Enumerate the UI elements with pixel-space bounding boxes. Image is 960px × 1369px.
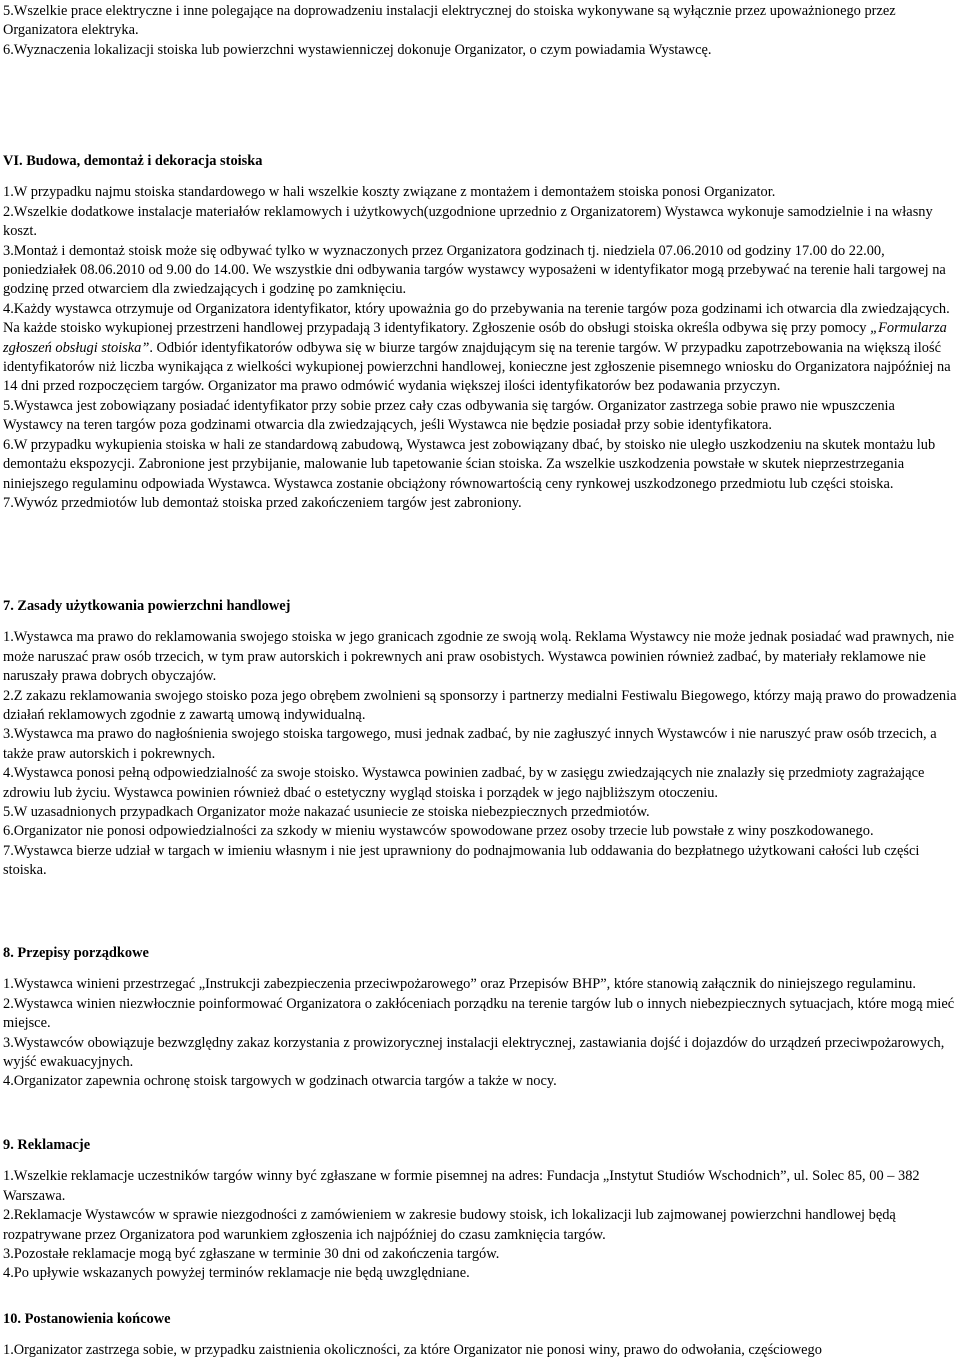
section-heading: VI. Budowa, demontaż i dekoracja stoiska — [3, 153, 263, 169]
section-7 — [3, 597, 957, 881]
section-9 — [3, 1136, 957, 1284]
paragraph: 1.W przypadku najmu stoiska standardowego w hali wszelkie koszty związane z montażem i demontażem stoiska ponosi Organizator. — [3, 184, 776, 201]
paragraph: 5.Wystawca jest zobowiązany posiadać identyfikator przy sobie przez cały czas odbywania się targów. Organizator zastrzega sobie prawo nie wpuszczenia Wystawcy na teren targów poza godzinami otwarcia dla zwiedzających, jeśli Wystawca nie będzie posiadał przy sobie identyfikatora. — [3, 397, 895, 434]
section-heading: 10. Postanowienia końcowe — [3, 1311, 171, 1327]
paragraph: 2.Wszelkie dodatkowe instalacje materiałów reklamowych i użytkowych(uzgodnione uprzednio z Organizatorem) Wystawca wykonuje samodzielnie i na własny koszt. — [3, 203, 933, 240]
paragraph: 2.Z zakazu reklamowania swojego stoisko poza jego obrębem zwolnieni są sponsorzy i partnerzy medialni Festiwalu Biegowego, którzy mają prawo do prowadzenia działań reklamowych zgodnie z zawartą umową indywidualną. — [3, 687, 957, 724]
paragraph: 3.Pozostałe reklamacje mogą być zgłaszane w terminie 30 dni od zakończenia targów. — [3, 1246, 500, 1263]
paragraph: 6.Organizator nie ponosi odpowiedzialności za szkody w mieniu wystawców spowodowane przez osoby trzecie lub powstałe z winy poszkodowanego. — [3, 823, 874, 840]
paragraph: 5.Wszelkie prace elektryczne i inne polegające na doprowadzeniu instalacji elektrycznej do stoiska wykonywane są wyłącznie przez upoważnionego przez Organizatora elektryka. — [3, 3, 896, 39]
text-run: 4.Każdy wystawca otrzymuje od Organizatora identyfikator, który upoważnia go do przebywania na terenie targów poza godzinami ich otwarcia dla zwiedzających. Na każde stoisko wykupionej przestrzeni handlowej przypadają 3 identyfikatory. Zgłoszenie osób do obsługi stoiska określa odbywa się przy pomocy — [3, 300, 950, 337]
form-name: „Formularza zgłoszeń obsługi stoiska” — [3, 320, 947, 356]
section-heading: 8. Przepisy porządkowe — [3, 945, 149, 961]
text-run: . Odbiór identyfikatorów odbywa się w biurze targów znajdującym się na terenie targów. W przypadku zapotrzebowania na większą ilość identyfikatorów niż liczba wynikająca z wielkości wykupionej powierzchni handlowej, konieczne jest zgłoszenie pisemnego wniosku do Organizatora najpóźniej na 14 dni przed rozpoczęciem targów. Organizator ma prawo odmówić wydania większej ilości identyfikatorów bez podawania przyczyn. — [3, 339, 951, 395]
paragraph: 7.Wywóz przedmiotów lub demontaż stoiska przed zakończeniem targów jest zabroniony. — [3, 494, 522, 511]
paragraph: 5.W uzasadnionych przypadkach Organizator może nakazać usuniecie ze stoiska niebezpiecznych przedmiotów. — [3, 804, 650, 821]
paragraph: 2.Reklamacje Wystawców w sprawie niezgodności z zamówieniem w zakresie budowy stoisk, ich lokalizacji lub zajmowanej powierzchni handlowej będą rozpatrywane przez Organizatora pod warunkiem zgłoszenia ich najpóźniej do czasu zamknięcia targów. — [3, 1207, 896, 1243]
paragraph: 1.Wszelkie reklamacje uczestników targów winny być zgłaszane w formie pisemnej na adres: Fundacja „Instytut Studiów Wschodnich”, ul. Solec 85, 00 – 382 Warszawa. — [3, 1168, 920, 1204]
section-heading: 7. Zasady użytkowania powierzchni handlowej — [3, 598, 291, 614]
paragraph: 4.Organizator zapewnia ochronę stoisk targowych w godzinach otwarcia targów a także w nocy. — [3, 1073, 557, 1090]
paragraph: 3.Montaż i demontaż stoisk może się odbywać tylko w wyznaczonych przez Organizatora godzinach tj. niedziela 07.06.2010 od godziny 17.00 do 22.00, poniedziałek 08.06.2010 od 9.00 do 14.00. We wszystkie dni odbywania targów wystawcy wyposażeni w identyfikator mogą przebywać na terenie hali targowej na godzinę przed otwarciem dla zwiedzających i godzinę po zamknięciu. — [3, 242, 946, 298]
paragraph: 3.Wystawca ma prawo do nagłośnienia swojego stoiska targowego, musi jednak zadbać, by nie zagłuszyć innych Wystawców i nie naruszyć praw osób trzecich, a także praw autorskich i pokrewnych. — [3, 726, 937, 762]
paragraph: 2.Wystawca winien niezwłocznie poinformować Organizatora o zakłóceniach porządku na terenie targów lub o innych niebezpiecznych sytuacjach, które mogą mieć miejsce. — [3, 995, 955, 1032]
paragraph: 3.Wystawców obowiązuje bezwzględny zakaz korzystania z prowizorycznej instalacji elektrycznej, zastawiania dojść i dojazdów do urządzeń przeciwpożarowych, wyjść ewakuacyjnych. — [3, 1034, 945, 1071]
paragraph — [3, 300, 957, 397]
section-6 — [3, 152, 957, 513]
paragraph: 1.Wystawca winieni przestrzegać „Instrukcji zabezpieczenia przeciwpożarowego” oraz Przepisów BHP”, które stanowią załącznik do niniejszego regulaminu. — [3, 976, 916, 993]
section-8 — [3, 944, 957, 1092]
paragraph: 6.Wyznaczenia lokalizacji stoiska lub powierzchni wystawienniczej dokonuje Organizator, o czym powiadamia Wystawcę. — [3, 41, 712, 58]
intro-block — [3, 2, 957, 60]
paragraph: 1.Organizator zastrzega sobie, w przypadku zaistnienia okoliczności, za które Organizator nie ponosi winy, prawo do odwołania, częściowego — [3, 1342, 822, 1359]
paragraph: 1.Wystawca ma prawo do reklamowania swojego stoiska w jego granicach zgodnie ze swoją wolą. Reklama Wystawcy nie może jednak posiadać wad prawnych, nie może naruszać praw osób trzecich, w tym praw autorskich i pokrewnych ani praw osobistych. Wystawca powinien również zadbać, by materiały reklamowe nie naruszały prawa dobrych obyczajów. — [3, 629, 955, 685]
section-10 — [3, 1310, 822, 1361]
paragraph: 4.Wystawca ponosi pełną odpowiedzialność za swoje stoisko. Wystawca powinien zadbać, by w zasięgu zwiedzających nie znalazły się przedmioty zagrażające zdrowiu lub życiu. Wystawca powinien również dbać o estetyczny wygląd stoiska i porządek w jego najbliższym otoczeniu. — [3, 765, 925, 801]
paragraph: 6.W przypadku wykupienia stoiska w hali ze standardową zabudową, Wystawca jest zobowiązany dbać, by stoisko nie uległo uszkodzeniu na skutek montażu lub demontażu ekspozycji. Zabronione jest przybijanie, malowanie lub tapetowanie ścian stoiska. Za wszelkie uszkodzenia powstałe w skutek nieprzestrzegania niniejszego regulaminu odpowiada Wystawca. Wystawca zostanie obciążony równowartością ceny rynkowej uszkodzonego przedmiotu lub części stoiska. — [3, 436, 936, 492]
paragraph: 4.Po upływie wskazanych powyżej terminów reklamacje nie będą uwzględniane. — [3, 1265, 470, 1282]
paragraph: 7.Wystawca bierze udział w targach w imieniu własnym i nie jest uprawniony do podnajmowania lub oddawania do bezpłatnego użytkowani całości lub części stoiska. — [3, 842, 920, 879]
section-heading: 9. Reklamacje — [3, 1137, 91, 1153]
